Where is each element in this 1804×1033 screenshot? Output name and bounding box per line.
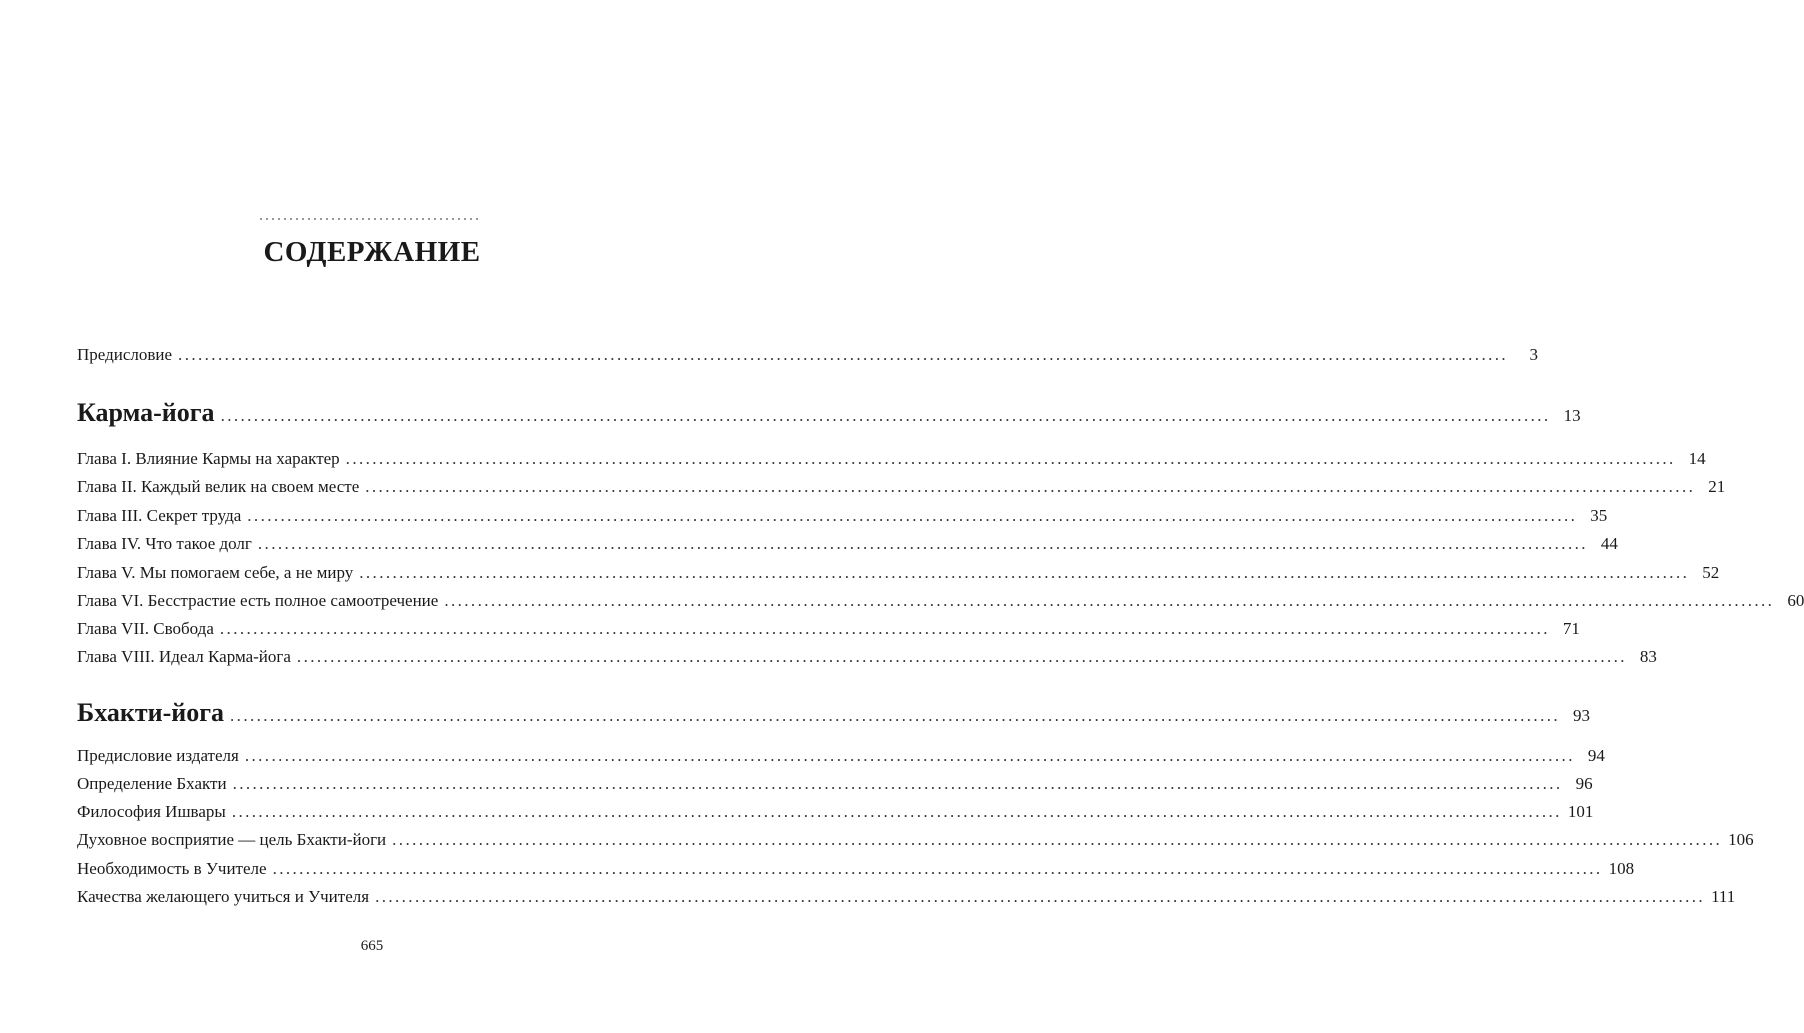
toc-entry-label: Глава VII. Свобода	[77, 619, 214, 638]
leader-dots: ........................................................................................................................................................................................................	[359, 563, 1690, 582]
toc-entry-page: 106	[1728, 830, 1754, 849]
toc-entry-label: Глава IV. Что такое долг	[77, 534, 252, 553]
toc-entry-label: Философия Ишвары	[77, 802, 226, 821]
toc-entry-page: 44	[1600, 534, 1618, 553]
toc-entry-page: 3	[1529, 345, 1539, 364]
toc-entry[interactable]	[77, 448, 1706, 470]
toc-entry-label: Определение Бхакти	[77, 774, 227, 793]
toc-entry[interactable]	[77, 773, 1593, 795]
toc-entry[interactable]	[77, 590, 1804, 612]
toc-entry-label: Глава I. Влияние Кармы на характер	[77, 449, 340, 468]
toc-entry-label: Необходимость в Учителе	[77, 859, 267, 878]
leader-dots: ........................................................................................................................................................................................................	[219, 619, 1550, 638]
leader-dots: ........................................................................................................................................................................................................	[220, 406, 1551, 425]
toc-entry[interactable]	[77, 886, 1736, 908]
leader-dots: ........................................................................................................................................................................................................	[375, 887, 1706, 906]
toc-entry-page: 94	[1587, 746, 1605, 765]
toc-entry[interactable]	[77, 646, 1657, 668]
toc-entry-label: Глава VIII. Идеал Карма-йога	[77, 647, 291, 666]
leader-dots: ........................................................................................................................................................................................................	[247, 506, 1578, 525]
leader-dots: ........................................................................................................................................................................................................	[232, 774, 1563, 793]
leader-dots: ........................................................................................................................................................................................................	[257, 534, 1588, 553]
toc-entry[interactable]	[77, 829, 1754, 851]
toc-entry[interactable]	[77, 745, 1605, 767]
toc-entry-page: 111	[1711, 887, 1736, 906]
toc-entry-page: 71	[1562, 619, 1580, 638]
page-number: 665	[360, 938, 384, 954]
toc-entry-label: Предисловие	[77, 345, 173, 364]
leader-dots: ........................................................................................................................................................................................................	[345, 449, 1676, 468]
toc-entry-page: 83	[1639, 647, 1657, 666]
toc-entry-page: 35	[1590, 506, 1608, 525]
leader-dots: ........................................................................................................................................................................................................	[244, 746, 1575, 765]
toc-entry[interactable]	[77, 801, 1594, 823]
toc-entry[interactable]	[77, 476, 1726, 498]
leader-dots: ........................................................................................................................................................................................................	[296, 647, 1627, 666]
toc-entry[interactable]	[77, 858, 1635, 880]
toc-entry[interactable]	[77, 618, 1580, 640]
toc-section-label: Карма-йога	[77, 398, 215, 427]
leader-dots: ........................................................................................................................................................................................................	[178, 345, 1509, 364]
toc-entry-label: Глава II. Каждый велик на своем месте	[77, 477, 360, 496]
toc-entry-page: 96	[1575, 774, 1593, 793]
leader-dots: ........................................................................................................................................................................................................	[230, 706, 1561, 725]
toc-entry-page: 52	[1702, 563, 1720, 582]
decorative-dotted-rule	[258, 216, 480, 222]
toc-entry[interactable]	[77, 533, 1618, 555]
leader-dots: ........................................................................................................................................................................................................	[231, 802, 1562, 821]
toc-section-page: 13	[1563, 406, 1581, 425]
toc-section-page: 93	[1573, 706, 1591, 725]
toc-section-label: Бхакти-йога	[77, 698, 225, 727]
toc-entry-label: Глава VI. Бесстрастие есть полное самоотречение	[77, 591, 439, 610]
toc-entry-label: Качества желающего учиться и Учителя	[77, 887, 370, 906]
toc-entry-page: 108	[1608, 859, 1635, 878]
leader-dots: ........................................................................................................................................................................................................	[444, 591, 1775, 610]
leader-dots: ........................................................................................................................................................................................................	[392, 830, 1723, 849]
toc-entry-label: Духовное восприятие — цель Бхакти-йоги	[77, 830, 387, 849]
toc-entry-label: Предисловие издателя	[77, 746, 239, 765]
toc-entry-page: 60	[1787, 591, 1804, 610]
toc-entry[interactable]	[77, 562, 1720, 584]
toc-entry-label: Глава V. Мы помогаем себе, а не миру	[77, 563, 354, 582]
toc-entry-page: 21	[1708, 477, 1726, 496]
toc-entry-page: 14	[1688, 449, 1706, 468]
toc-section-karma-yoga[interactable]	[77, 398, 1581, 431]
page-title: СОДЕРЖАНИЕ	[263, 236, 481, 268]
leader-dots: ........................................................................................................................................................................................................	[272, 859, 1603, 878]
toc-entry[interactable]	[77, 505, 1608, 527]
toc-entry-preface[interactable]	[77, 344, 1539, 366]
toc-section-bhakti-yoga[interactable]	[77, 698, 1591, 731]
toc-entry-page: 101	[1567, 802, 1594, 821]
toc-entry-label: Глава III. Секрет труда	[77, 506, 242, 525]
leader-dots: ........................................................................................................................................................................................................	[365, 477, 1696, 496]
